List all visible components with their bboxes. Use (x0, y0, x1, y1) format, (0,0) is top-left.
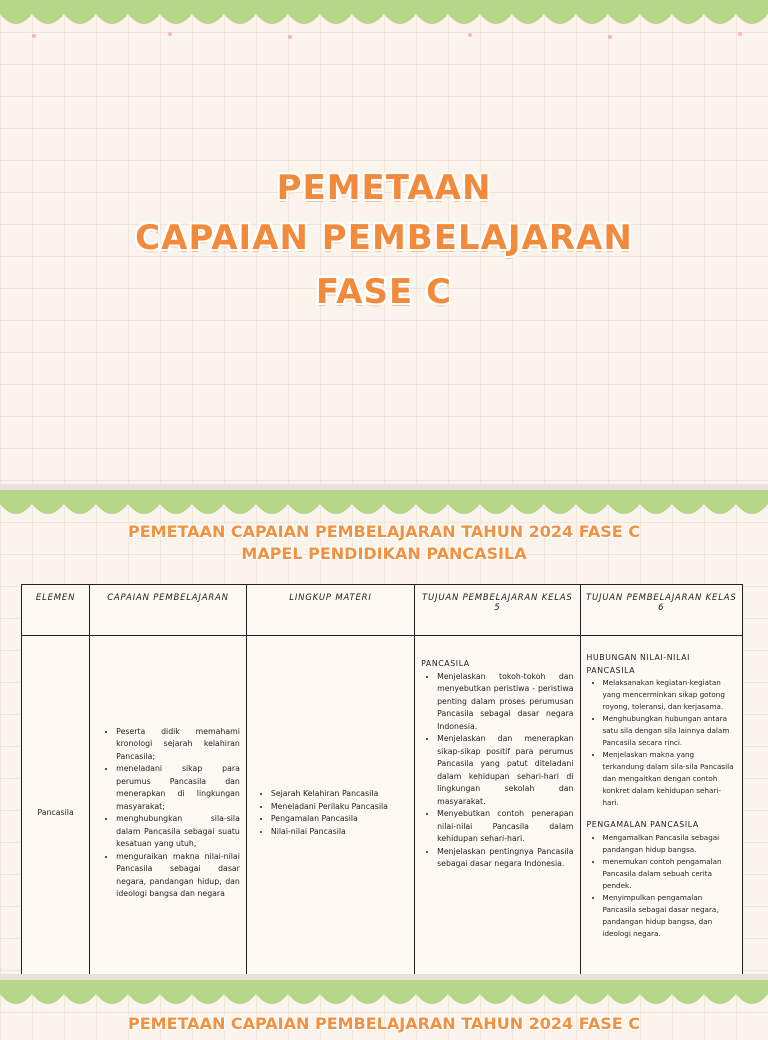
table-title-line-2: MAPEL PENDIDIKAN PANCASILA (241, 544, 527, 563)
cell-elemen: Pancasila (22, 636, 90, 975)
table-title-line-1: PEMETAAN CAPAIAN PEMBELAJARAN TAHUN 2024 FASE C (128, 522, 640, 541)
main-title-line-3: FASE C (315, 272, 453, 312)
list-item: • Mengamalkan Pancasila sebagai pandangan hidup bangsa. (603, 832, 737, 856)
list-item: • Menjelaskan tokoh-tokoh dan menyebutkan peristiwa - peristiwa penting dalam proses perumusan Pancasila sebagai dasar negara Indonesia. (437, 671, 573, 734)
header-lingkup: LINGKUP MATERI (246, 585, 414, 636)
header-kelas-5: TUJUAN PEMBELAJARAN KELAS 5 (415, 585, 580, 636)
list-item: • Meneladani Perilaku Pancasila (271, 801, 408, 814)
list-item: • Menyebutkan contoh penerapan nilai-nilai Pancasila dalam kehidupan sehari-hari. (437, 808, 573, 846)
cell-kelas-5 (415, 636, 580, 975)
list-item: • Menjelaskan pentingnya Pancasila sebagai dasar negara Indonesia. (437, 846, 573, 871)
list-item: • Menjelaskan makna yang terkandung dalam sila-sila Pancasila dan mengaitkan dengan contoh konkret dalam kehidupan sehari-hari. (603, 749, 737, 809)
list-item: • Pengamalan Pancasila (271, 813, 408, 826)
cell-kelas-6 (580, 636, 743, 975)
header-elemen: ELEMEN (22, 585, 90, 636)
list-item: • menemukan contoh pengamalan Pancasila dalam sebuah cerita pendek. (603, 856, 737, 892)
next-title-line-1: PEMETAAN CAPAIAN PEMBELAJARAN TAHUN 2024 FASE C (128, 1014, 640, 1033)
kelas-6-heading-2: PENGAMALAN PANCASILA (586, 820, 699, 829)
next-slide-partial (0, 980, 768, 1040)
cell-capaian (90, 636, 247, 975)
capaian-table (21, 584, 743, 974)
list-item: • Melaksanakan kegiatan-kegiatan yang mencerminkan sikap gotong royong, toleransi, dan kerjasama. (603, 677, 737, 713)
list-item: • Nilai-nilai Pancasila (271, 826, 408, 839)
header-kelas-6: TUJUAN PEMBELAJARAN KELAS 6 (580, 585, 743, 636)
list-item: • menghubungkan sila-sila dalam Pancasila sebagai suatu kesatuan yang utuh, (116, 813, 240, 851)
list-item: • Menyimpulkan pengamalan Pancasila sebagai dasar negara, pandangan hidup bangsa, dan ideologi negara. (603, 892, 737, 940)
scallop-border-top (0, 0, 768, 40)
cell-lingkup (246, 636, 414, 975)
list-item: • Menghubungkan hubungan antara satu sila dengan sila lainnya dalam Pancasila secara rinci. (603, 713, 737, 749)
list-item: • Peserta didik memahami kronologi sejarah kelahiran Pancasila; (116, 726, 240, 764)
table-header-row (22, 585, 743, 636)
title-slide (0, 0, 768, 484)
list-item: • Menjelaskan dan menerapkan sikap-sikap positif para perumus Pancasila yang patut diteladani dalam kehidupan sehari-hari di lingkungan sekolah dan masyarakat. (437, 733, 573, 808)
list-item: • meneladani sikap para perumus Pancasila dan menerapkan di lingkungan masyarakat; (116, 763, 240, 813)
main-title-line-1: PEMETAAN (276, 168, 492, 208)
kelas-5-heading: PANCASILA (421, 659, 470, 668)
table-slide (0, 490, 768, 974)
list-item: • menguraikan makna nilai-nilai Pancasila sebagai dasar negara, pandangan hidup, dan ideologi bangsa dan negara (116, 851, 240, 901)
main-title-line-2: CAPAIAN PEMBELAJARAN (135, 218, 633, 258)
table-row (22, 636, 743, 975)
kelas-6-heading-1: HUBUNGAN NILAI-NILAI PANCASILA (586, 653, 691, 675)
header-capaian: CAPAIAN PEMBELAJARAN (90, 585, 247, 636)
list-item: • Sejarah Kelahiran Pancasila (271, 788, 408, 801)
